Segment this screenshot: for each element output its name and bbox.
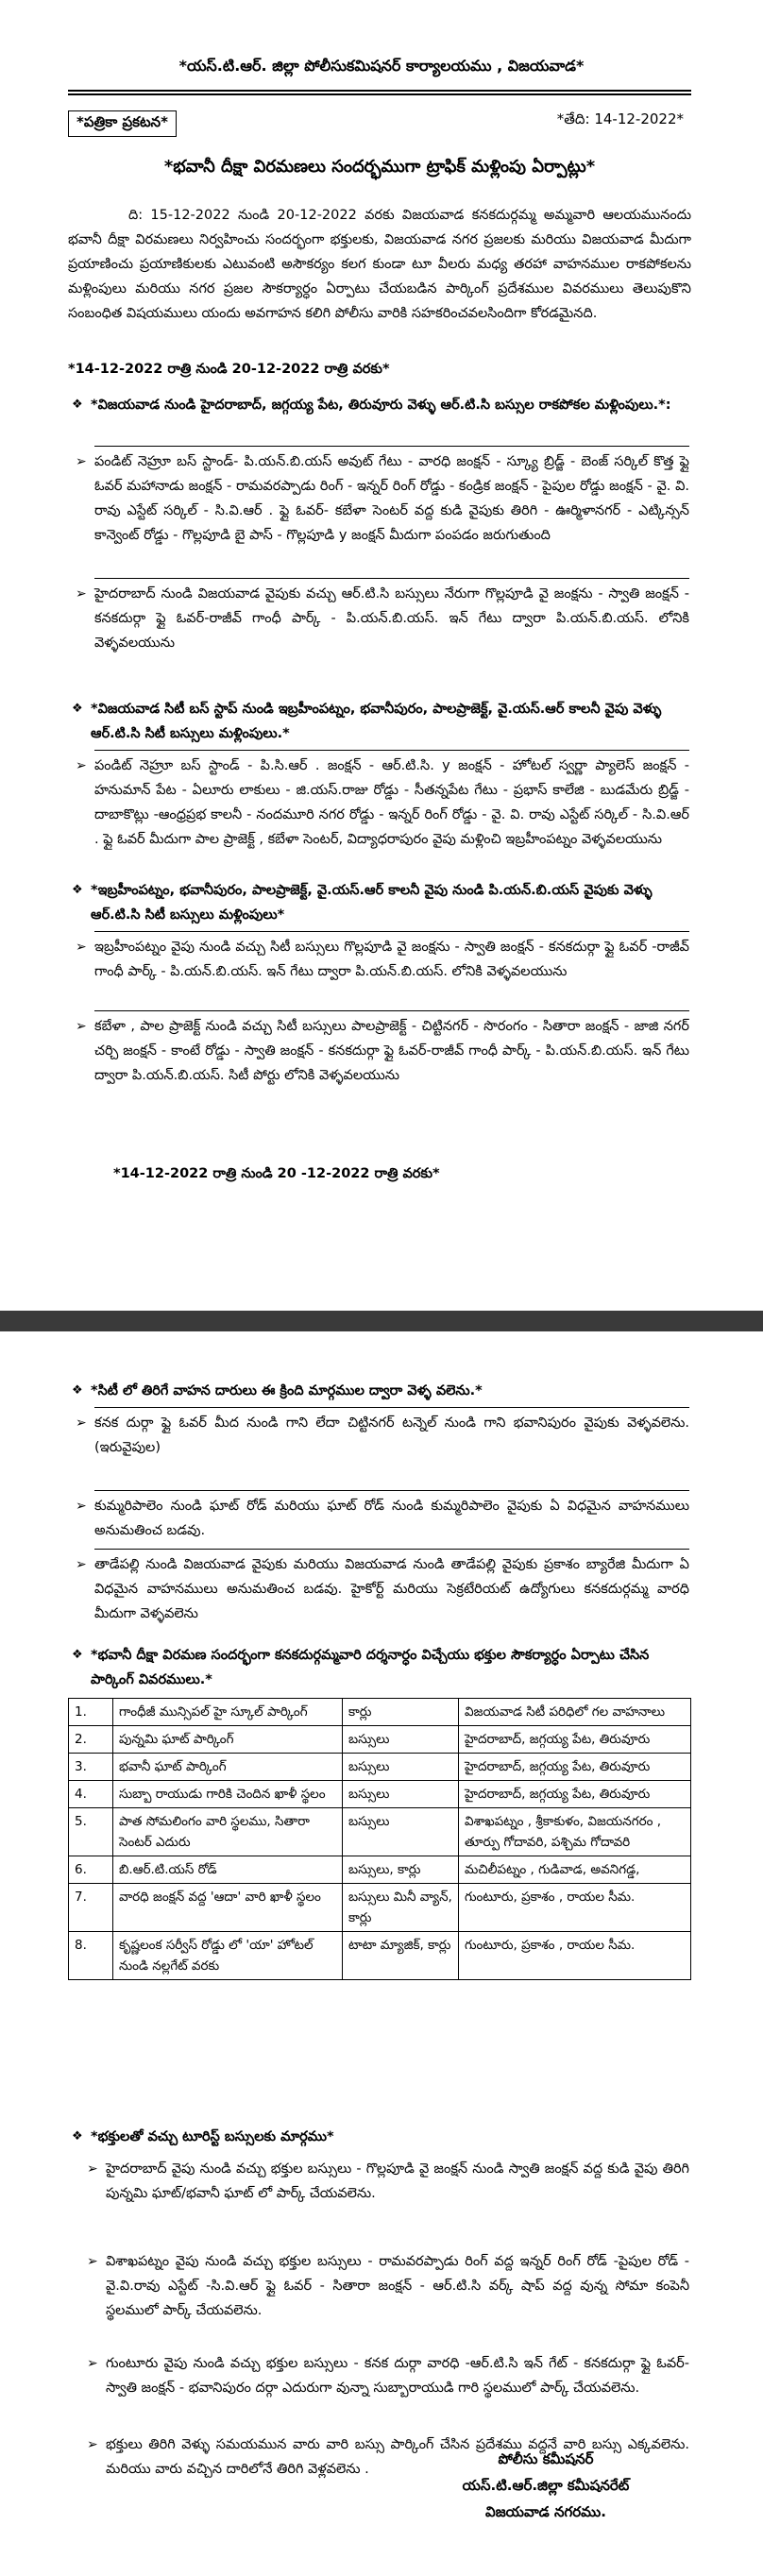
list-item bbox=[76, 1552, 689, 1626]
divider bbox=[94, 750, 689, 751]
press-release-label: *పత్రికా ప్రకటన* bbox=[68, 110, 177, 137]
section-5-heading-text: *భక్తులతో వచ్చు టూరిస్ట్ బస్సులకు మార్గము* bbox=[91, 2129, 334, 2144]
location-cell: భవానీ ఘాట్ పార్కింగ్ bbox=[113, 1754, 343, 1781]
serial-cell: 8. bbox=[69, 1932, 113, 1980]
list-item-text: విశాఖపట్నం వైపు నుండి వచ్చు భక్తుల బస్సులు - రామవరప్పాడు రింగ్ వద్ద ఇన్నర్ రింగ్ రోడ్ -పైపుల రోడ్ - వై.వి.రావు ఎస్టేట్ -సి.వి.ఆర్ ఫ్లై ఓవర్ - సితారా జంక్షన్ - ఆర్.టి.సి వర్క్ షాప్ వద్ద వున్న సోమా కంపెనీ స్థలములో పార్క్ చేయవలెను. bbox=[106, 2254, 689, 2318]
arrow-bullet-icon: ➢ bbox=[76, 454, 87, 469]
list-item-text: కనక దుర్గా ఫ్లై ఓవర్ మీద నుండి గాని లేదా చిట్టినగర్ టన్నెల్ నుండి గాని భవానిపురం వైపుకు వెళ్ళవలెను. (ఇరువైపుల) bbox=[94, 1415, 689, 1455]
period-heading-1: *14-12-2022 రాత్రి నుండి 20-12-2022 రాత్రి వరకు* bbox=[68, 362, 390, 377]
divider bbox=[94, 578, 689, 579]
section-2-subheading bbox=[72, 878, 689, 927]
signature-line-1: పోలీసు కమీషనర్ bbox=[498, 2450, 594, 2467]
table-row bbox=[69, 1856, 691, 1884]
arrow-bullet-icon: ➢ bbox=[76, 758, 87, 773]
location-cell: కృష్ణలంక సర్వీస్ రోడ్డు లో 'యా' హోటల్ నుండి నల్లగేట్ వరకు bbox=[113, 1932, 343, 1980]
page-two bbox=[0, 1331, 763, 2576]
section-1-heading-text: *విజయవాడ నుండి హైదరాబాద్, జగ్గయ్య పేట, తిరువూరు వెళ్ళు ఆర్.టి.సి బస్సుల రాకపోకల మళ్లింపులు.*: bbox=[91, 398, 671, 413]
list-item bbox=[87, 2157, 689, 2206]
list-item-text: తాడేపల్లి నుండి విజయవాడ వైపుకు మరియు విజయవాడ నుండి తాడేపల్లి వైపుకు ప్రకాశం బ్యారేజి మీదుగా ఏ విధమైన వాహనములు అనుమతించ బడవు. హైకోర్ట్ మరియు సెక్రటేరియట్ ఉద్యోగులు కనకదుర్గమ్మ వారధి మీదుగా వెళ్ళవలెను bbox=[94, 1557, 689, 1621]
section-2-heading bbox=[72, 697, 689, 746]
vehicle-type-cell: బస్సులు bbox=[343, 1781, 459, 1808]
arrow-bullet-icon: ➢ bbox=[87, 2437, 98, 2452]
signature-block bbox=[432, 2446, 659, 2525]
diamond-bullet-icon: ❖ bbox=[72, 1648, 83, 1662]
list-item bbox=[76, 1014, 689, 1088]
page-separator bbox=[0, 1311, 763, 1331]
vehicle-type-cell: బస్సులు మినీ వ్యాన్, కార్లు bbox=[343, 1884, 459, 1932]
origin-cell: మచిలీపట్నం , గుడివాడ, అవనిగడ్డ, bbox=[459, 1856, 691, 1884]
vehicle-type-cell: బస్సులు bbox=[343, 1726, 459, 1754]
diamond-bullet-icon: ❖ bbox=[72, 2129, 83, 2144]
serial-cell: 1. bbox=[69, 1699, 113, 1726]
arrow-bullet-icon: ➢ bbox=[76, 586, 87, 602]
origin-cell: హైదరాబాద్, జగ్గయ్య పేట, తిరువూరు bbox=[459, 1781, 691, 1808]
arrow-bullet-icon: ➢ bbox=[76, 1019, 87, 1034]
arrow-bullet-icon: ➢ bbox=[87, 2161, 98, 2177]
section-2-heading-text: *విజయవాడ సిటీ బస్ స్టాప్ నుండి ఇబ్రహీంపట్నం, భవానీపురం, పాలప్రాజెక్ట్, వై.యస్.ఆర్ కాలనీ వైపు వెళ్ళు ఆర్.టి.సి సిటీ బస్సులు మళ్లింపులు.* bbox=[91, 702, 662, 741]
arrow-bullet-icon: ➢ bbox=[87, 2356, 98, 2371]
divider bbox=[94, 1490, 689, 1491]
list-item bbox=[87, 2249, 689, 2323]
origin-cell: విశాఖపట్నం , శ్రీకాకుళం, విజయనగరం , తూర్పు గోదావరి, పశ్చిమ గోదావరి bbox=[459, 1808, 691, 1856]
signature-line-2: యస్.టి.ఆర్.జిల్లా కమీషనరేట్ bbox=[462, 2477, 630, 2494]
list-item bbox=[76, 935, 689, 984]
closing-note-text: భక్తులు తిరిగి వెళ్ళు సమయమున వారు వారి బస్సు పార్కింగ్ చేసిన ప్రదేశము వద్దనే వారి బస్సు ఎక్కవలెను. మరియు వారు వచ్చిన దారిలోనే తిరిగి వెళ్లవలెను . bbox=[106, 2437, 689, 2477]
signature-line-3: విజయవాడ నగరము. bbox=[485, 2503, 606, 2520]
release-date: *తేది: 14-12-2022* bbox=[556, 110, 684, 127]
header-rule bbox=[68, 90, 691, 92]
serial-cell: 3. bbox=[69, 1754, 113, 1781]
origin-cell: హైదరాబాద్, జగ్గయ్య పేట, తిరువూరు bbox=[459, 1726, 691, 1754]
arrow-bullet-icon: ➢ bbox=[87, 2254, 98, 2269]
intro-paragraph: ది: 15-12-2022 నుండి 20-12-2022 వరకు విజయవాడ కనకదుర్గమ్మ అమ్మవారి ఆలయమునందు భవానీ దీక్షా విరమణలు నిర్వహించు సందర్భంగా భక్తులకు, విజయవాడ నగర ప్రజలకు మరియు విజయవాడ మీదుగా ప్రయాణించు ప్రయాణికులకు ఎటువంటి అసౌకర్యం కలగ కుండా టూ వీలరు మధ్య తరహా వాహనముల రాకపోకలను మళ్లింపులు మరియు నగర ప్రజల సౌకర్యార్ధం ఏర్పాటు చేయబడిన పార్కింగ్ ప్రదేశముల వివరములు తెలుపుకొని సంబంధిత విషయములు యందు అవగాహన కలిగి పోలీసు వారికి సహకరించవలసిందిగా కోరడమైనది. bbox=[68, 208, 691, 321]
section-4-heading-text: *భవానీ దీక్షా విరమణ సందర్భంగా కనకదుర్గమ్మవారి దర్శనార్ధం విచ్చేయు భక్తుల సౌకర్యార్ధం ఏర్పాటు చేసిన పార్కింగ్ వివరములు.* bbox=[91, 1648, 650, 1687]
vehicle-type-cell: టాటా మ్యాజిక్, కార్లు bbox=[343, 1932, 459, 1980]
location-cell: సుబ్బా రాయుడు గారికి చెందిన ఖాళీ స్థలం bbox=[113, 1781, 343, 1808]
arrow-bullet-icon: ➢ bbox=[76, 1415, 87, 1431]
table-row bbox=[69, 1808, 691, 1856]
arrow-bullet-icon: ➢ bbox=[76, 1557, 87, 1572]
serial-cell: 7. bbox=[69, 1884, 113, 1932]
period-heading-2: *14-12-2022 రాత్రి నుండి 20 -12-2022 రాత్రి వరకు* bbox=[113, 1166, 440, 1181]
page-title: *భవానీ దీక్షా విరమణలు సందర్భముగా ట్రాఫిక్ మళ్లింపు ఏర్పాట్లు* bbox=[163, 157, 596, 177]
parking-table bbox=[68, 1698, 691, 1980]
list-item bbox=[87, 2351, 689, 2400]
section-3-heading bbox=[72, 1379, 689, 1403]
section-4-heading bbox=[72, 1643, 689, 1692]
diamond-bullet-icon: ❖ bbox=[72, 702, 83, 716]
list-item-text: పండిట్ నెహ్రూ బస్ స్టాండ్- పి.యన్.బి.యస్ అవుట్ గేటు - వారధి జంక్షన్ - స్క్యూ బ్రిడ్జ్ - బెంజ్ సర్కిల్ కొత్త ఫ్లై ఓవర్ మహానాడు జంక్షన్ - రామవరప్పాడు రింగ్ - ఇన్నర్ రింగ్ రోడ్డు - కండ్రిక జంక్షన్ - పైపుల రోడ్డు జంక్షన్ - వై. వి. రావు ఎస్టేట్ సర్కిల్ - సి.వి.ఆర్ . ఫ్లై ఓవర్- కబేళా సెంటర్ వద్ద కుడి వైపుకు తిరిగి - ఊర్మిళానగర్ - ఎట్కిన్సన్ కాన్వెంట్ రోడ్డు - గొల్లపూడి బై పాస్ - గొల్లపూడి y జంక్షన్ మీదుగా పంపడం జరుగుతుంది bbox=[94, 454, 689, 543]
parking-table-body bbox=[69, 1699, 691, 1980]
table-row bbox=[69, 1781, 691, 1808]
section-5-heading bbox=[72, 2125, 689, 2149]
list-item bbox=[76, 1411, 689, 1460]
list-item bbox=[76, 582, 689, 655]
divider bbox=[94, 1549, 689, 1550]
section-2-subheading-text: *ఇబ్రహీంపట్నం, భవానీపురం, పాలప్రాజెక్ట్, వై.యస్.ఆర్ కాలనీ వైపు నుండి పి.యన్.బి.యస్ వైపుకు వెళ్ళు ఆర్.టి.సి సిటీ బస్సులు మళ్లింపులు* bbox=[91, 883, 653, 923]
list-item-text: కబేళా , పాల ప్రాజెక్ట్ నుండి వచ్చు సిటీ బస్సులు పాలప్రాజెక్ట్ - చిట్టినగర్ - సొరంగం - సితారా జంక్షన్ - జాజి నగర్ చర్చి జంక్షన్ - కాంటే రోడ్డు - స్వాతి జంక్షన్ - కనకదుర్గా ఫ్లై ఓవర్-రాజీవ్ గాంధీ పార్క్ - పి.యన్.బి.యస్. ఇన్ గేటు ద్వారా పి.యన్.బి.యస్. సిటీ పోర్టు లోనికి వెళ్ళవలయును bbox=[94, 1019, 689, 1083]
serial-cell: 6. bbox=[69, 1856, 113, 1884]
origin-cell: గుంటూరు, ప్రకాశం , రాయల సీమ. bbox=[459, 1932, 691, 1980]
origin-cell: విజయవాడ సిటీ పరిధిలో గల వాహనాలు bbox=[459, 1699, 691, 1726]
section-1-heading bbox=[72, 393, 689, 417]
location-cell: గాంధీజీ మున్సిపల్ హై స్కూల్ పార్కింగ్ bbox=[113, 1699, 343, 1726]
list-item bbox=[76, 1494, 689, 1543]
vehicle-type-cell: బస్సులు bbox=[343, 1808, 459, 1856]
list-item-text: గుంటూరు వైపు నుండి వచ్చు భక్తుల బస్సులు - కనక దుర్గా వారధి -ఆర్.టి.సి ఇన్ గేట్ - కనకదుర్గా ఫ్లై ఓవర్-స్వాతి జంక్షన్ - భవానిపురం దర్గా ఎదురుగా వున్నా సుబ్బారాయుడి గారి స్థలములో పార్క్ చేయవలెను. bbox=[106, 2356, 689, 2396]
divider bbox=[94, 446, 689, 447]
vehicle-type-cell: బస్సులు, కార్లు bbox=[343, 1856, 459, 1884]
header-rule-2 bbox=[68, 93, 691, 95]
location-cell: వారధి జంక్షన్ వద్ద 'ఆదా' వారి ఖాళీ స్థలం bbox=[113, 1884, 343, 1932]
section-3-heading-text: *సిటీ లో తిరిగే వాహన దారులు ఈ క్రింది మార్గముల ద్వారా వెళ్ళ వలెను.* bbox=[91, 1383, 483, 1398]
vehicle-type-cell: కార్లు bbox=[343, 1699, 459, 1726]
origin-cell: గుంటూరు, ప్రకాశం , రాయల సీమ. bbox=[459, 1884, 691, 1932]
divider bbox=[94, 1010, 689, 1011]
list-item-text: ఇబ్రహీంపట్నం వైపు నుండి వచ్చు సిటీ బస్సులు గొల్లపూడి వై జంక్షను - స్వాతి జంక్షన్ - కనకదుర్గా ఫ్లై ఓవర్ -రాజీవ్ గాంధీ పార్క్ - పి.యన్.బి.యస్. ఇన్ గేటు ద్వారా పి.యన్.బి.యస్. లోనికి వెళ్ళవలయును bbox=[94, 940, 689, 979]
divider bbox=[94, 1407, 689, 1408]
vehicle-type-cell: బస్సులు bbox=[343, 1754, 459, 1781]
diamond-bullet-icon: ❖ bbox=[72, 398, 83, 412]
list-item bbox=[76, 449, 689, 548]
serial-cell: 5. bbox=[69, 1808, 113, 1856]
list-item-text: హైదరాబాద్ వైపు నుండి వచ్చు భక్తుల బస్సులు - గొల్లపూడి వై జంక్షన్ నుండి స్వాతి జంక్షన్ వద్ద కుడి వైపు తిరిగి పున్నమి ఘాట్/భవానీ ఘాట్ లో పార్క్ చేయవలెను. bbox=[106, 2161, 689, 2201]
arrow-bullet-icon: ➢ bbox=[76, 940, 87, 955]
office-header: *యస్.టి.ఆర్. జిల్లా పోలీసుకమిషనర్ కార్యాలయము , విజయవాడ* bbox=[178, 57, 585, 75]
list-item bbox=[76, 754, 689, 852]
diamond-bullet-icon: ❖ bbox=[72, 883, 83, 897]
diamond-bullet-icon: ❖ bbox=[72, 1383, 83, 1398]
arrow-bullet-icon: ➢ bbox=[76, 1499, 87, 1514]
table-row bbox=[69, 1726, 691, 1754]
table-row bbox=[69, 1884, 691, 1932]
divider bbox=[94, 931, 689, 932]
list-item-text: హైదరాబాద్ నుండి విజయవాడ వైపుకు వచ్చు ఆర్.టి.సి బస్సులు నేరుగా గొల్లపూడి వై జంక్షను - స్వాతి జంక్షన్ - కనకదుర్గా ఫ్లై ఓవర్-రాజీవ్ గాంధీ పార్క్ - పి.యన్.బి.యస్. ఇన్ గేటు ద్వారా పి.యన్.బి.యస్. లోనికి వెళ్ళవలయును bbox=[94, 586, 689, 651]
location-cell: పున్నమి ఘాట్ పార్కింగ్ bbox=[113, 1726, 343, 1754]
location-cell: పాత సోమలింగం వారి స్థలము, సితారా సెంటర్ ఎదురు bbox=[113, 1808, 343, 1856]
list-item-text: పండిట్ నెహ్రూ బస్ స్టాండ్ - పి.సి.ఆర్ . జంక్షన్ - ఆర్.టి.సి. y జంక్షన్ - హోటల్ స్వర్ణా ప్యాలెస్ జంక్షన్ - హనుమాన్ పేట - ఏలూరు లాకులు - జి.యస్.రాజు రోడ్డు - సీతన్నపేట గేటు - ప్రభాస్ కాలేజి - బుడమేరు బ్రిడ్జ్ - దాబాకొట్లు -ఆంధ్రప్రభ కాలనీ - నందమూరి నగర రోడ్డు - ఇన్నర్ రింగ్ రోడ్డు - వై. వి. రావు ఎస్టేట్ సర్కిల్ - సి.వి.ఆర్ . ఫ్లై ఓవర్ మీదుగా పాల ప్రాజెక్ట్ , కబేళా సెంటర్, విద్యాధరాపురం వైపు మళ్లించి ఇబ్రహీంపట్నం వెళ్ళవలయును bbox=[94, 758, 689, 847]
origin-cell: హైదరాబాద్, జగ్గయ్య పేట, తిరువూరు bbox=[459, 1754, 691, 1781]
serial-cell: 2. bbox=[69, 1726, 113, 1754]
table-row bbox=[69, 1699, 691, 1726]
table-row bbox=[69, 1754, 691, 1781]
list-item-text: కుమ్మరిపాలెం నుండి ఘాట్ రోడ్ మరియు ఘాట్ రోడ్ నుండి కుమ్మరిపాలెం వైపుకు ఏ విధమైన వాహనములు అనుమతించ బడవు. bbox=[94, 1499, 689, 1538]
serial-cell: 4. bbox=[69, 1781, 113, 1808]
location-cell: బి.ఆర్.టి.యస్ రోడ్ bbox=[113, 1856, 343, 1884]
table-row bbox=[69, 1932, 691, 1980]
